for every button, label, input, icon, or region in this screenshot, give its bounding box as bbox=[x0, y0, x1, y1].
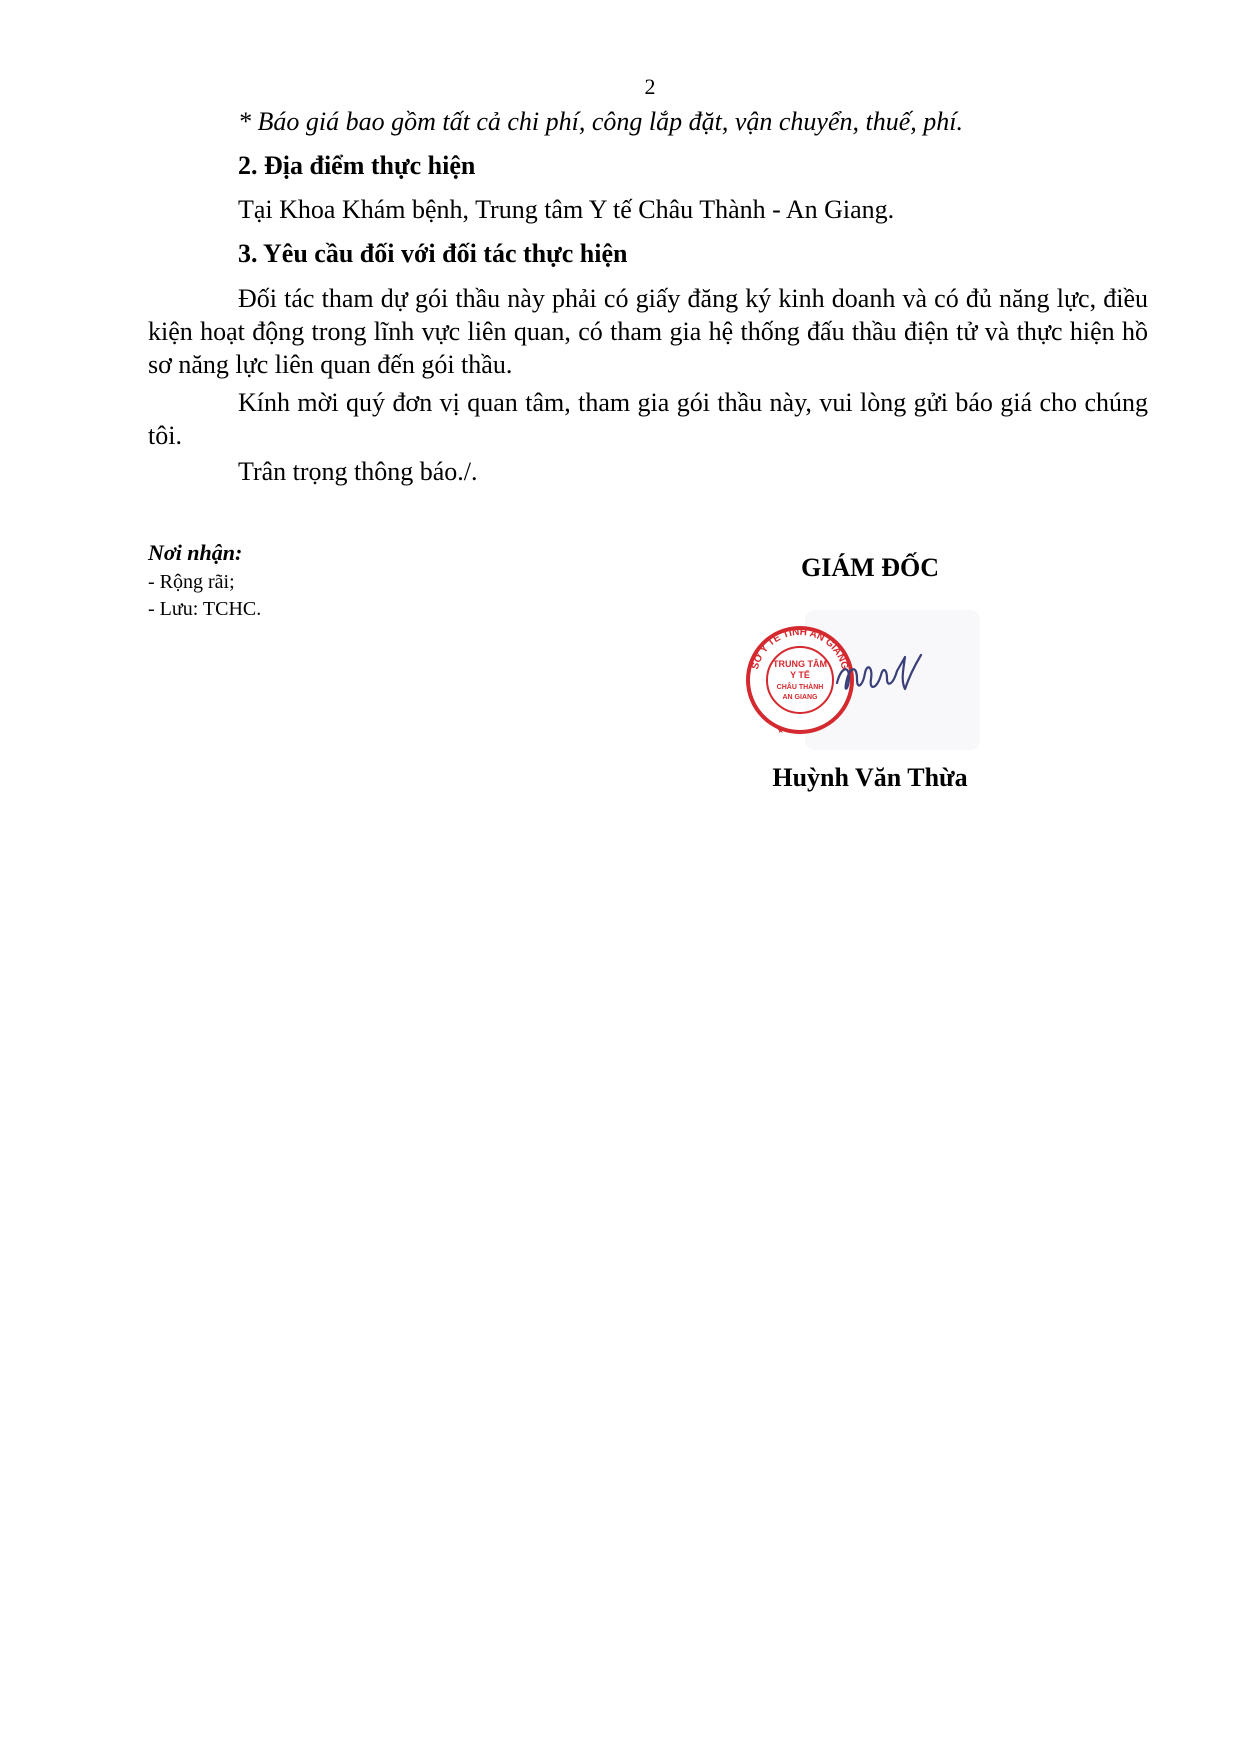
recipients-title: Nơi nhận: bbox=[148, 540, 243, 565]
invitation-text: Kính mời quý đơn vị quan tâm, tham gia gói thầu này, vui lòng gửi báo giá cho chúng tôi. bbox=[148, 388, 1148, 450]
section-3-heading: 3. Yêu cầu đối với đối tác thực hiện bbox=[238, 239, 628, 268]
seal-text-inner-4: AN GIANG bbox=[782, 694, 818, 701]
section-2-heading: 2. Địa điểm thực hiện bbox=[238, 151, 476, 180]
seal-text-inner-1: TRUNG TÂM bbox=[773, 659, 827, 669]
seal-text-inner-3: CHÂU THÀNH bbox=[776, 684, 824, 691]
signer-name: Huỳnh Văn Thừa bbox=[772, 763, 968, 792]
price-note: * Báo giá bao gồm tất cả chi phí, công lắp đặt, vận chuyển, thuế, phí. bbox=[238, 107, 963, 136]
official-seal-and-signature bbox=[745, 605, 985, 755]
closing-text: Trân trọng thông báo./. bbox=[238, 457, 478, 486]
section-3-text: Đối tác tham dự gói thầu này phải có giấy đăng ký kinh doanh và có đủ năng lực, điều kiện hoạt động trong lĩnh vực liên quan, có tham gia hệ thống đấu thầu điện tử và thực hiện hồ sơ năng lực liên quan đến gói thầu. bbox=[148, 284, 1148, 379]
section-2-text: Tại Khoa Khám bệnh, Trung tâm Y tế Châu Thành - An Giang. bbox=[238, 195, 895, 224]
seal-text-outer: SỞ Y TẾ TỈNH AN GIANG bbox=[749, 626, 851, 671]
page-number: 2 bbox=[644, 74, 656, 99]
svg-text:★: ★ bbox=[777, 726, 785, 735]
recipient-item-1: - Rộng rãi; bbox=[148, 571, 235, 593]
director-title: GIÁM ĐỐC bbox=[801, 553, 939, 582]
seal-icon bbox=[745, 605, 985, 755]
seal-text-inner-2: Y TẾ bbox=[790, 670, 810, 680]
recipient-item-2: - Lưu: TCHC. bbox=[148, 598, 262, 620]
